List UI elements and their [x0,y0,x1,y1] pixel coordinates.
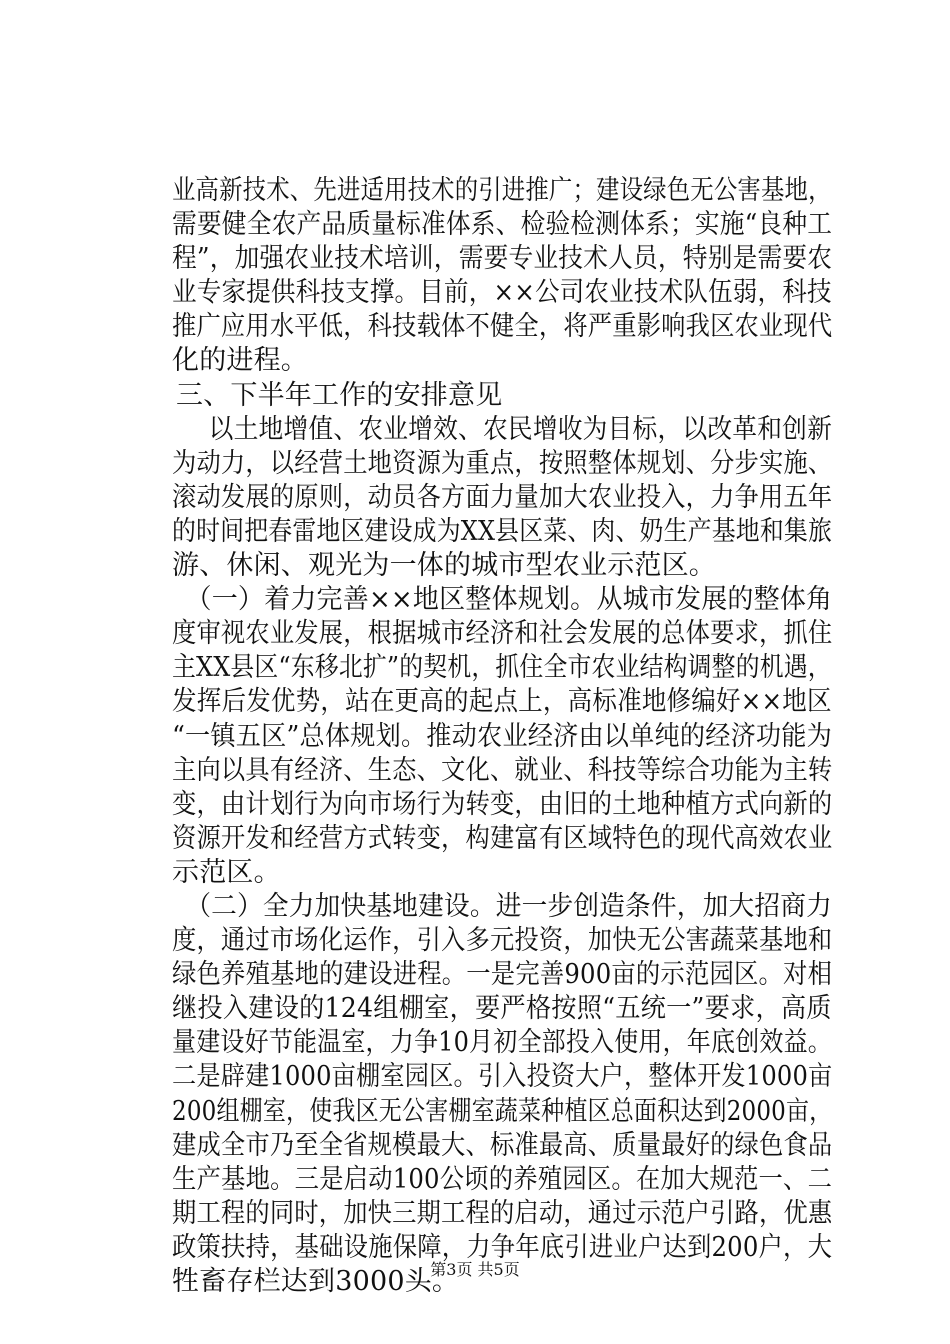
text-line: 需要健全农产品质量标准体系、检验检测体系；实施“良种工 [172,209,833,241]
text-line: “一镇五区”总体规划。推动农业经济由以单纯的经济功能为 [172,720,833,752]
subsection-heading: （一）着力完善××地区整体规划。从城市发展的整体角 [185,584,833,616]
text-line: 示范区。 [172,856,281,888]
text-line: 政策扶持，基础设施保障，力争年底引进业户达到200户，大 [172,1231,833,1263]
text-line: 滚动发展的原则，动员各方面力量加大农业投入，力争用五年 [172,481,833,513]
page-number-footer: 第3页 共5页 [430,1260,520,1279]
text-line: 业高新技术、先进适用技术的引进推广；建设绿色无公害基地， [172,175,832,206]
text-line: 变，由计划行为向市场行为转变，由旧的土地种植方式向新的 [172,788,833,820]
text-line: 化的进程。 [172,345,308,377]
text-line: 二是辟建1000亩棚室园区。引入投资大户，整体开发1000亩 [172,1061,833,1093]
text-line: 绿色养殖基地的建设进程。一是完善900亩的示范园区。对相 [172,959,833,991]
text-line: 推广应用水平低，科技载体不健全，将严重影响我区农业现代 [172,311,833,343]
text-line: 业专家提供科技支撑。目前，××公司农业技术队伍弱，科技 [172,277,832,309]
text-line: 程”，加强农业技术培训，需要专业技术人员，特别是需要农 [172,243,833,275]
text-line: 度，通过市场化运作，引入多元投资，加快无公害蔬菜基地和 [172,925,833,957]
text-line: 主向以具有经济、生态、文化、就业、科技等综合功能为主转 [172,754,833,786]
text-line: 生产基地。三是启动100公顷的养殖园区。在加大规范一、二 [172,1163,833,1195]
text-line: 游、休闲、观光为一体的城市型农业示范区。 [172,550,716,582]
text-line: 度审视农业发展，根据城市经济和社会发展的总体要求，抓住 [172,618,833,650]
text-line: 200组棚室，使我区无公害棚室蔬菜种植区总面积达到2000亩， [172,1095,833,1127]
text-line: 发挥后发优势，站在更高的起点上，高标准地修编好××地区 [172,686,832,718]
section-heading: 三、下半年工作的安排意见 [176,379,503,411]
text-line: 建成全市乃至全省规模最大、标准最高、质量最好的绿色食品 [172,1129,833,1161]
text-line: 继投入建设的124组棚室，要严格按照“五统一”要求，高质 [172,993,832,1025]
text-line: 量建设好节能温室，力争10月初全部投入使用，年底创效益。 [172,1027,832,1059]
text-line: 主XX县区“东移北扩”的契机，抓住全市农业结构调整的机遇， [172,652,832,684]
subsection-heading: （二）全力加快基地建设。进一步创造条件，加大招商力 [185,890,832,922]
text-line: 资源开发和经营方式转变，构建富有区域特色的现代高效农业 [172,822,833,854]
text-line: 为动力，以经营土地资源为重点，按照整体规划、分步实施、 [172,447,833,479]
text-line: 的时间把春雷地区建设成为XX县区菜、肉、奶生产基地和集旅 [172,515,833,547]
document-body [172,174,832,1299]
text-line: 以土地增值、农业增效、农民增收为目标，以改革和创新 [208,413,833,445]
text-line: 期工程的同时，加快三期工程的启动，通过示范户引路，优惠 [172,1197,833,1229]
text-line: 牲畜存栏达到3000头。 [172,1266,460,1297]
